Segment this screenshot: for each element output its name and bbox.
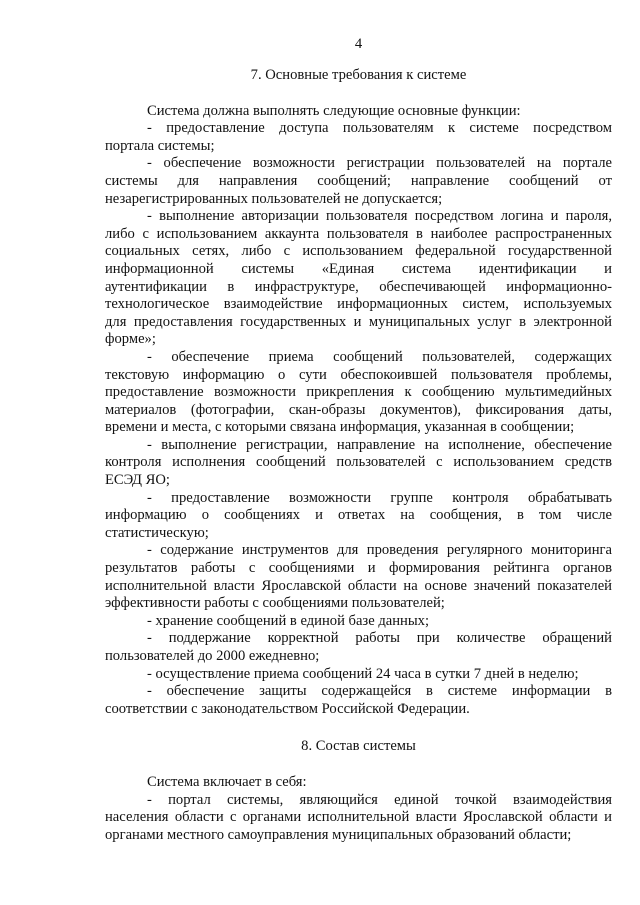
- list-item-line: эффективности работы с сообщениями пользователей;: [105, 595, 445, 612]
- list-item: [105, 630, 612, 665]
- list-item-line: - предоставление возможности группе контроля обрабатывать: [147, 489, 612, 506]
- list-item-line: портала системы;: [105, 137, 215, 154]
- list-item-line: времени и места, с которыми связана информация, указанная в сообщении;: [105, 419, 575, 436]
- list-item-line: текстовую информацию о сути обеспокоившей пользователя проблемы,: [105, 366, 612, 383]
- list-item-line: статистическую;: [105, 524, 209, 541]
- list-item-line: аутентификации в инфраструктуре, обеспечивающей информационно-: [105, 278, 612, 295]
- list-item-line: - содержание инструментов для проведения регулярного мониторинга: [147, 542, 612, 559]
- list-item-line: населения области с органами исполнительной власти Ярославской области и: [105, 809, 612, 826]
- list-item: [105, 155, 612, 208]
- list-item-line: - хранение сообщений в единой базе данных;: [147, 612, 429, 629]
- list-item-line: либо с использованием аккаунта пользователя в наиболее распространенных: [105, 225, 612, 242]
- list-item-line: - выполнение регистрации, направление на исполнение, обеспечение: [147, 436, 612, 453]
- list-item: [105, 666, 612, 684]
- section-8-list: [105, 792, 612, 845]
- list-item-line: - поддержание корректной работы при количестве обращений: [147, 630, 612, 647]
- list-item-line: ЕСЭД ЯО;: [105, 472, 170, 489]
- list-item-line: предоставление возможности прикрепления к сообщению мультимедийных: [105, 384, 612, 401]
- list-item: [105, 120, 612, 155]
- list-item: [105, 542, 612, 612]
- list-item-line: - осуществление приема сообщений 24 часа в сутки 7 дней в неделю;: [147, 665, 579, 682]
- list-item-line: - обеспечение возможности регистрации пользователей на портале: [147, 155, 612, 172]
- list-item: [105, 437, 612, 490]
- list-item: [105, 490, 612, 543]
- list-item-line: форме»;: [105, 331, 156, 348]
- list-item-line: информационной системы «Единая система идентификации и: [105, 260, 612, 277]
- list-item: [105, 792, 612, 845]
- section-8-heading: 8. Состав системы: [301, 738, 416, 755]
- list-item-line: технологическое взаимодействие информационных систем, используемых: [105, 296, 612, 313]
- list-item: [105, 349, 612, 437]
- list-item: [105, 613, 612, 631]
- list-item-line: результатов работы с сообщениями и формирования рейтинга органов: [105, 560, 612, 577]
- section-7-heading: 7. Основные требования к системе: [250, 67, 467, 83]
- list-item-line: - выполнение авторизации пользователя посредством логина и пароля,: [147, 208, 612, 225]
- list-item: [105, 683, 612, 718]
- list-item-line: пользователей до 2000 ежедневно;: [105, 648, 320, 664]
- list-item-line: незарегистрированных пользователей не допускается;: [105, 190, 443, 207]
- list-item-line: для предоставления государственных и муниципальных услуг в электронной: [105, 313, 612, 330]
- list-item-line: системы для направления сообщений; направление сообщений от: [105, 172, 612, 189]
- list-item-line: - обеспечение приема сообщений пользователей, содержащих: [147, 348, 612, 365]
- list-item: [105, 208, 612, 349]
- list-item-line: - обеспечение защиты содержащейся в системе информации в: [147, 683, 612, 700]
- list-item-line: соответствии с законодательством Российской Федерации.: [105, 700, 470, 717]
- section-7-intro: Система должна выполнять следующие основные функции:: [147, 102, 521, 119]
- page-number: 4: [354, 36, 363, 52]
- section-8-intro: Система включает в себя:: [147, 773, 307, 790]
- list-item-line: социальных сетях, либо с использованием федеральной государственной: [105, 243, 612, 260]
- list-item-line: контроля исполнения сообщений пользователей с использованием средств: [105, 454, 612, 471]
- list-item-line: органами местного самоуправления муниципальных образований области;: [105, 826, 572, 843]
- list-item-line: исполнительной власти Ярославской области на основе значений показателей: [105, 577, 612, 594]
- list-item-line: - предоставление доступа пользователям к системе посредством: [147, 120, 612, 137]
- section-7-list: [105, 120, 612, 718]
- list-item-line: - портал системы, являющийся единой точкой взаимодействия: [147, 791, 612, 808]
- list-item-line: информацию о сообщениях и ответах на сообщения, в том числе: [105, 507, 612, 524]
- list-item-line: материалов (фотографии, скан-образы документов), фиксирования даты,: [105, 401, 612, 418]
